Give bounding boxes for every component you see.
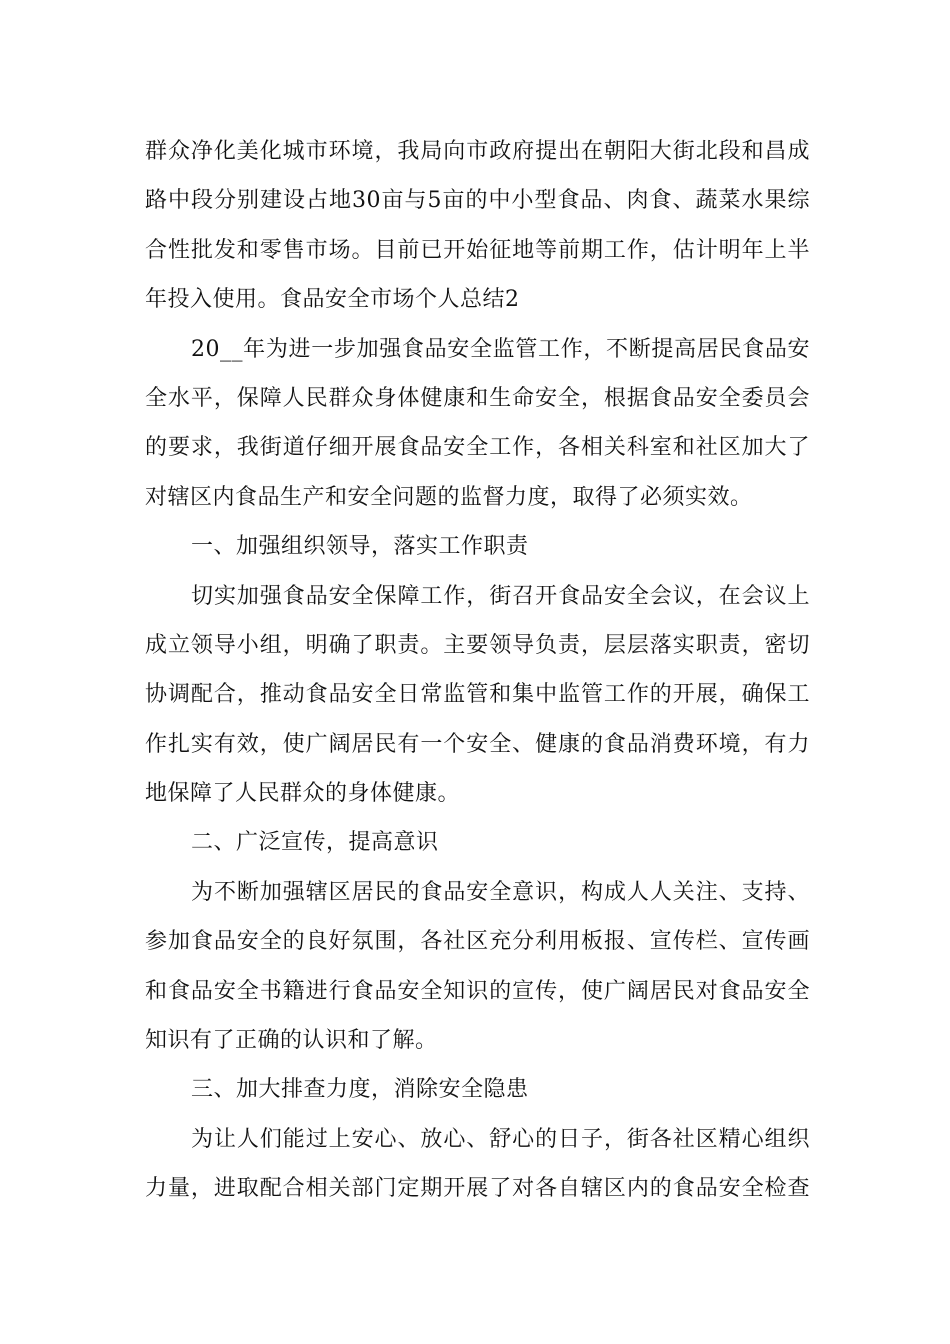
body-line: 地保障了人民群众的身体健康。 — [145, 781, 461, 807]
body-line: 参加食品安全的良好氛围，各社区充分利用板报、宣传栏、宣传画 — [145, 929, 810, 955]
body-line: 协调配合，推动食品安全日常监管和集中监管工作的开展，确保工 — [145, 682, 810, 708]
body-line: 全水平，保障人民群众身体健康和生命安全，根据食品安全委员会 — [145, 385, 810, 411]
body-line: 知识有了正确的认识和了解。 — [145, 1028, 438, 1054]
body-line: 对辖区内食品生产和安全问题的监督力度，取得了必须实效。 — [145, 484, 753, 510]
body-line: 群众净化美化城市环境，我局向市政府提出在朝阳大街北段和昌成 — [145, 139, 810, 164]
body-line: 作扎实有效，使广阔居民有一个安全、健康的食品消费环境，有力 — [145, 731, 810, 757]
paragraph-first-line: 切实加强食品安全保障工作，街召开食品安全会议，在会议上 — [191, 583, 810, 609]
body-line: 合性批发和零售市场。目前已开始征地等前期工作，估计明年上半 — [145, 237, 810, 263]
body-line: 的要求，我街道仔细开展食品安全工作，各相关科室和社区加大了 — [145, 435, 810, 461]
body-line: 和食品安全书籍进行食品安全知识的宣传，使广阔居民对食品安全 — [145, 978, 810, 1004]
section-heading: 一、加强组织领导，落实工作职责 — [191, 534, 529, 560]
section-heading: 三、加大排查力度，消除安全隐患 — [191, 1077, 529, 1103]
paragraph-first-line: 为让人们能过上安心、放心、舒心的日子，街各社区精心组织 — [191, 1126, 810, 1152]
body-line: 路中段分别建设占地30亩与5亩的中小型食品、肉食、蔬菜水果综 — [145, 188, 810, 214]
document-body — [145, 127, 810, 1214]
paragraph-first-line: 为不断加强辖区居民的食品安全意识，构成人人关注、支持、 — [191, 879, 810, 905]
section-heading: 二、广泛宣传，提高意识 — [191, 830, 439, 856]
paragraph-first-line: 20__年为进一步加强食品安全监管工作，不断提高居民食品安 — [191, 336, 810, 362]
body-line: 成立领导小组，明确了职责。主要领导负责，层层落实职责，密切 — [145, 632, 810, 658]
body-line: 力量，进取配合相关部门定期开展了对各自辖区内的食品安全检查 — [145, 1176, 810, 1202]
body-line: 年投入使用。食品安全市场个人总结2 — [145, 287, 520, 313]
